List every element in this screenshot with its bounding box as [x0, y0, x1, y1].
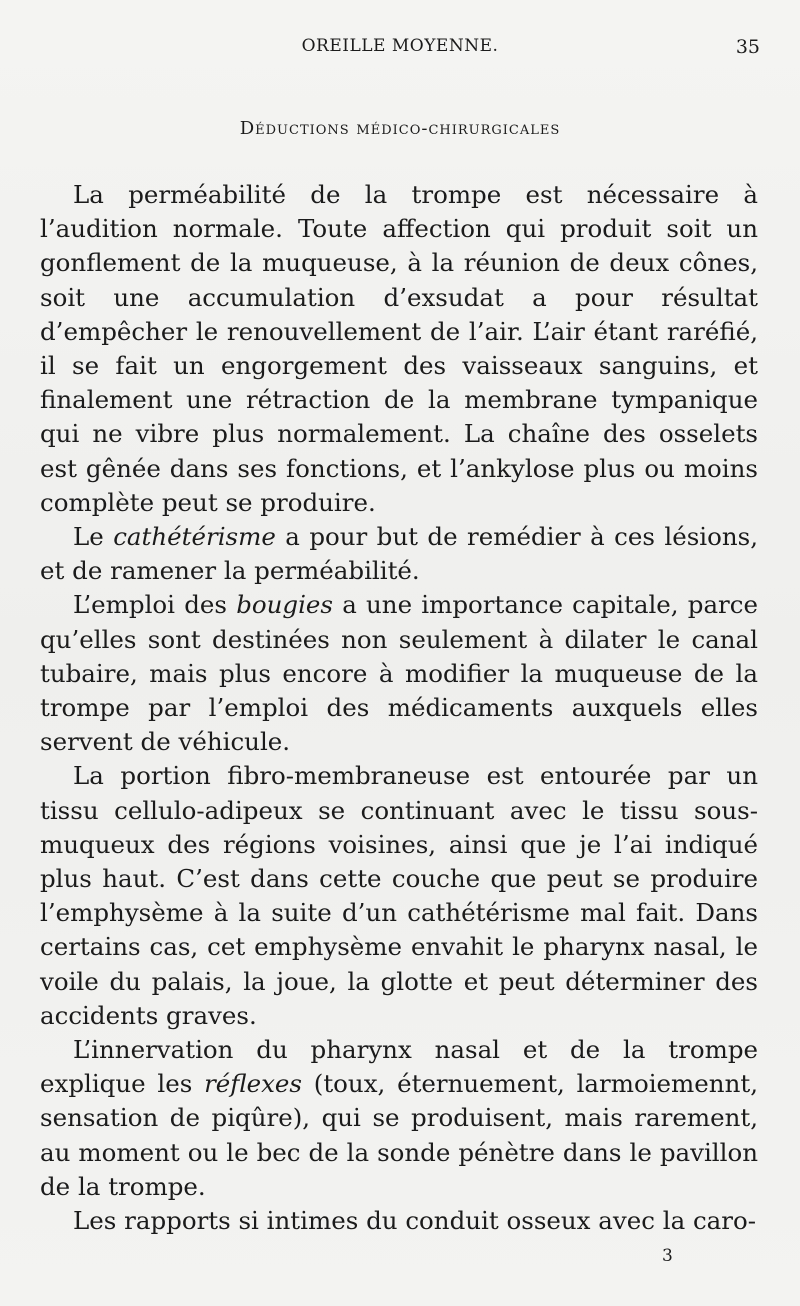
- paragraph-text: (toux, éternuement, larmoiemennt, sensation de piqûre), qui se produisent, mais rarement, au moment ou le bec de la sonde pénètre dans le pavillon de la trompe.: [40, 1069, 758, 1201]
- paragraph-text: L’innervation du pharynx nasal et de la trompe explique les: [40, 1035, 758, 1099]
- paragraph-text: a une importance capitale, parce qu’elles sont destinées non seulement à dilater le canal tubaire, mais plus encore à modifier la muqueuse de la trompe par l’emploi des médicaments auxquels elles servent de véhicule.: [40, 590, 758, 757]
- emphasized-term: cathétérisme: [113, 522, 276, 552]
- paragraph-bougies: [40, 588, 758, 759]
- paragraph-innervation: [40, 1033, 758, 1204]
- body-text: [40, 178, 758, 1238]
- emphasized-term: réflexes: [204, 1069, 303, 1099]
- paragraph-fibro-membraneuse: La portion fibro-membraneuse est entourée par un tissu cellulo-adipeux se continuant avec le tissu sous-muqueux des régions voisines, ainsi que je l’ai indiqué plus haut. C’est dans cette couche que peut se produire l’emphysème à la suite d’un cathétérisme mal fait. Dans certains cas, cet emphysème envahit le pharynx nasal, le voile du palais, la joue, la glotte et peut déterminer des accidents graves.: [40, 761, 758, 1030]
- running-head: [40, 36, 760, 62]
- paragraph-text: a pour but de remédier à ces lésions, et de ramener la perméabilité.: [40, 522, 758, 586]
- page-number: 35: [735, 36, 760, 58]
- printer-signature-mark: 3: [662, 1246, 673, 1266]
- paragraph-rapports: Les rapports si intimes du conduit osseux avec la caro-: [73, 1206, 757, 1236]
- running-head-title: OREILLE MOYENNE.: [301, 36, 499, 56]
- emphasized-term: bougies: [236, 590, 333, 620]
- paragraph-text: Le: [73, 522, 114, 552]
- section-heading: Déductions médico-chirurgicales: [239, 118, 561, 139]
- paragraph-catheterism: [40, 520, 758, 588]
- paragraph-permeability: La perméabilité de la trompe est nécessaire à l’audition normale. Toute affection qui produit soit un gonflement de la muqueuse, à la réunion de deux cônes, soit une accumulation d’exsudat a pour résultat d’empêcher le renouvellement de l’air. L’air étant raréfié, il se fait un engorgement des vaisseaux sanguins, et finalement une rétraction de la membrane tympanique qui ne vibre plus normalement. La chaîne des osselets est gênée dans ses fonctions, et l’ankylose plus ou moins complète peut se produire.: [40, 180, 758, 517]
- paragraph-text: L’emploi des: [73, 590, 237, 620]
